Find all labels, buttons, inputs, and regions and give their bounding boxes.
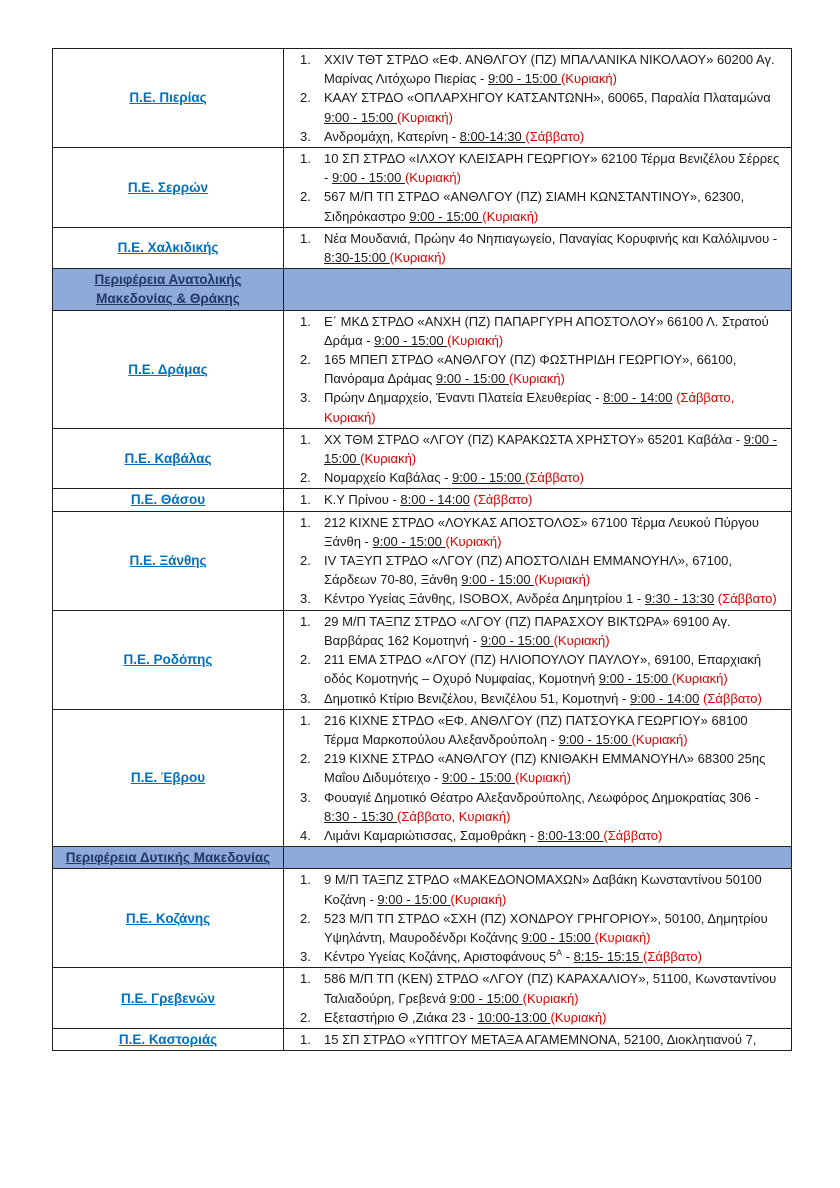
location-text: 211 ΕΜΑ ΣΤΡΔΟ «ΛΓΟΥ (ΠΖ) ΗΛΙΟΠΟΥΛΟΥ ΠΑΥΛΟΥ», 69100, Επαρχιακή οδός Κομοτηνής – Οχυρό Νυμφαίας, Κομοτηνή bbox=[324, 652, 762, 687]
region-row-rodopis bbox=[53, 610, 792, 709]
locations-list bbox=[284, 490, 785, 509]
location-item bbox=[284, 490, 785, 509]
region-link-thasou[interactable]: Π.Ε. Θάσου bbox=[130, 492, 206, 508]
location-text: 586 Μ/Π ΤΠ (ΚΕΝ) ΣΤΡΔΟ «ΛΓΟΥ (ΠΖ) ΚΑΡΑΧΑΛΙΟΥ», 51100, Κωνσταντίνου Ταλιαδούρη, Γρεβενά bbox=[324, 971, 777, 1006]
location-item bbox=[284, 551, 785, 589]
location-item bbox=[284, 650, 785, 688]
location-item bbox=[284, 127, 785, 146]
region-name-cell bbox=[53, 968, 284, 1029]
region-name-cell bbox=[53, 148, 284, 228]
region-name-cell bbox=[53, 428, 284, 489]
locations-list bbox=[284, 229, 785, 267]
day-text: (Σάββατο, Κυριακή) bbox=[324, 390, 735, 425]
region-link-rodopis[interactable]: Π.Ε. Ροδόπης bbox=[123, 652, 213, 668]
region-link-serron[interactable]: Π.Ε. Σερρών bbox=[127, 179, 209, 195]
region-row-evrou bbox=[53, 709, 792, 846]
location-text: 9 Μ/Π ΤΑΞΠΖ ΣΤΡΔΟ «ΜΑΚΕΔΟΝΟΜΑΧΩΝ» Δαβάκη Κωνσταντίνου 50100 Κοζάνη - bbox=[324, 872, 762, 907]
region-row-thasou bbox=[53, 489, 792, 511]
day-text: (Κυριακή) bbox=[404, 170, 461, 186]
locations-cell bbox=[284, 148, 792, 228]
location-item bbox=[284, 187, 785, 225]
hours-text: 9:00 - 15:00 bbox=[461, 572, 535, 588]
region-name-cell bbox=[53, 310, 284, 428]
day-text: (Σάββατο) bbox=[703, 690, 762, 706]
location-item bbox=[284, 788, 785, 826]
locations-list bbox=[284, 870, 785, 966]
location-text: - bbox=[562, 949, 574, 965]
location-text: 567 Μ/Π ΤΠ ΣΤΡΔΟ «ΑΝΘΛΓΟΥ (ΠΖ) ΣΙΑΜΗ ΚΩΝΣΤΑΝΤΙΝΟΥ», 62300, Σιδηρόκαστρο bbox=[324, 189, 745, 224]
locations-list bbox=[284, 50, 785, 146]
day-text: (Κυριακή) bbox=[534, 572, 591, 588]
locations-list bbox=[284, 612, 785, 708]
location-text: Κέντρο Υγείας Κοζάνης, Αριστοφάνους 5 bbox=[324, 949, 557, 965]
locations-cell bbox=[284, 49, 792, 148]
location-text: XXIV ΤΘΤ ΣΤΡΔΟ «ΕΦ. ΑΝΘΛΓΟΥ (ΠΖ) ΜΠΑΛΑΝΙΚΑ ΝΙΚΟΛΑΟΥ» 60200 Αγ. Μαρίνας Λιτόχωρο Πιερίας - bbox=[324, 52, 775, 87]
hours-text: 9:30 - 13:30 bbox=[644, 591, 715, 607]
location-text: 216 ΚΙΧΝΕ ΣΤΡΔΟ «ΕΦ. ΑΝΘΛΓΟΥ (ΠΖ) ΠΑΤΣΟΥΚΑ ΓΕΩΡΓΙΟΥ» 68100 Τέρμα Μαρκοπούλου Αλεξανδρούπολη - bbox=[324, 712, 748, 747]
region-name-cell bbox=[53, 49, 284, 148]
location-text: Νομαρχείο Καβάλας - bbox=[324, 470, 453, 486]
region-group-title: Περιφέρεια Ανατολικής Μακεδονίας & Θράκης bbox=[94, 272, 242, 307]
locations-cell bbox=[284, 869, 792, 968]
location-item bbox=[284, 430, 785, 468]
hours-text: 9:00 - 15:00 bbox=[372, 533, 446, 549]
region-link-kozanis[interactable]: Π.Ε. Κοζάνης bbox=[125, 910, 211, 926]
location-text: Κέντρο Υγείας Ξάνθης, ISOBOX, Ανδρέα Δημητρίου 1 - bbox=[324, 591, 645, 607]
location-text: 165 ΜΠΕΠ ΣΤΡΔΟ «ΑΝΘΛΓΟΥ (ΠΖ) ΦΩΣΤΗΡΙΔΗ ΓΕΩΡΓΙΟΥ», 66100, Πανόραμα Δράμας bbox=[324, 352, 737, 387]
locations-list bbox=[284, 1030, 785, 1049]
day-text: (Κυριακή) bbox=[397, 109, 453, 125]
location-text: Ε΄ ΜΚΔ ΣΤΡΔΟ «ΑΝΧΗ (ΠΖ) ΠΑΠΑΡΓΥΡΗ ΑΠΟΣΤΟΛΟΥ» 66100 Λ. Στρατού Δράμα - bbox=[324, 313, 769, 348]
region-link-grevenon[interactable]: Π.Ε. Γρεβενών bbox=[121, 990, 215, 1006]
location-item bbox=[284, 229, 785, 267]
hours-text: 8:30 - 15:30 bbox=[324, 808, 397, 824]
locations-list bbox=[284, 430, 785, 488]
location-item bbox=[284, 909, 785, 947]
day-text: (Κυριακή) bbox=[550, 1009, 607, 1025]
region-group-title: Περιφέρεια Δυτικής Μακεδονίας bbox=[65, 850, 271, 866]
region-row-pierias bbox=[53, 49, 792, 148]
day-text: (Κυριακή) bbox=[447, 332, 504, 348]
hours-text: 9:00 - 15:00 bbox=[452, 470, 526, 486]
day-text: (Κυριακή) bbox=[522, 990, 579, 1006]
day-text: (Κυριακή) bbox=[553, 632, 610, 648]
location-item bbox=[284, 1008, 785, 1027]
location-item bbox=[284, 969, 785, 1007]
locations-list bbox=[284, 969, 785, 1027]
location-item bbox=[284, 350, 785, 388]
day-text: (Σάββατο) bbox=[603, 827, 663, 843]
region-row-xanthis bbox=[53, 511, 792, 610]
region-name-cell bbox=[53, 227, 284, 268]
location-item bbox=[284, 388, 785, 426]
region-row-kozanis bbox=[53, 869, 792, 968]
region-name-cell bbox=[53, 1028, 284, 1050]
day-text: (Κυριακή) bbox=[445, 533, 502, 549]
hours-text: 8:15- 15:15 bbox=[573, 949, 644, 965]
region-row-grevenon bbox=[53, 968, 792, 1029]
hours-text: 9:00 - 15:00 bbox=[449, 990, 523, 1006]
location-text: 15 ΣΠ ΣΤΡΔΟ «ΥΠΤΓΟΥ ΜΕΤΑΞΑ ΑΓΑΜΕΜΝΟΝΑ, 52100, Διοκλητιανού 7, bbox=[324, 1031, 757, 1047]
region-name-cell bbox=[53, 610, 284, 709]
location-text: IV ΤΑΞΥΠ ΣΤΡΔΟ «ΛΓΟΥ (ΠΖ) ΑΠΟΣΤΟΛΙΔΗ ΕΜΜΑΝΟΥΗΛ», 67100, Σάρδεων 70-80, Ξάνθη bbox=[324, 553, 732, 588]
location-item bbox=[284, 689, 785, 708]
day-text: (Κυριακή) bbox=[515, 770, 571, 786]
location-item bbox=[284, 711, 785, 749]
hours-text: 9:00 - 15:00 bbox=[487, 71, 561, 87]
region-row-serron bbox=[53, 148, 792, 228]
location-item bbox=[284, 749, 785, 787]
location-item bbox=[284, 612, 785, 650]
location-item bbox=[284, 870, 785, 908]
location-text: 219 ΚΙΧΝΕ ΣΤΡΔΟ «ΑΝΘΛΓΟΥ (ΠΖ) ΚΝΙΘΑΚΗ ΕΜΜΑΝΟΥΗΛ» 68300 25ης Μαΐου Διδυμότειχο - bbox=[324, 751, 766, 786]
location-text: 10 ΣΠ ΣΤΡΔΟ «ΙΛΧΟΥ ΚΛΕΙΣΑΡΗ ΓΕΩΡΓΙΟΥ» 62100 Τέρμα Βενιζέλου Σέρρες - bbox=[324, 151, 780, 186]
locations-cell bbox=[284, 511, 792, 610]
location-item bbox=[284, 50, 785, 88]
day-text: (Κυριακή) bbox=[450, 891, 507, 907]
location-item bbox=[284, 513, 785, 551]
location-text: Νέα Μουδανιά, Πρώην 4ο Νηπιαγωγείο, Παναγίας Κορυφινής και Καλόλιμνου - bbox=[324, 230, 778, 246]
region-group-header-row-dytikis-makedonias bbox=[53, 847, 792, 869]
locations-list bbox=[284, 513, 785, 609]
day-text: (Κυριακή) bbox=[560, 71, 617, 87]
region-group-header-cell bbox=[53, 847, 284, 869]
region-link-xanthis[interactable]: Π.Ε. Ξάνθης bbox=[129, 553, 207, 569]
location-text: 29 Μ/Π ΤΑΞΠΖ ΣΤΡΔΟ «ΛΓΟΥ (ΠΖ) ΠΑΡΑΣΧΟΥ ΒΙΚΤΩΡΑ» 69100 Αγ. Βαρβάρας 162 Κομοτηνή - bbox=[324, 613, 731, 648]
locations-list bbox=[284, 711, 785, 845]
hours-text: 9:00 - 15:00 bbox=[435, 371, 509, 387]
hours-text: 9:00 - 15:00 bbox=[377, 891, 451, 907]
region-group-empty-cell bbox=[284, 269, 792, 310]
regions-table-body bbox=[53, 49, 792, 1051]
location-text: Εξεταστήριο Θ ,Ζιάκα 23 - bbox=[324, 1009, 478, 1025]
region-row-kavalas bbox=[53, 428, 792, 489]
locations-cell bbox=[284, 1028, 792, 1050]
hours-text: 8:30-15:00 bbox=[324, 250, 390, 266]
region-group-header-cell bbox=[53, 269, 284, 310]
region-row-chalkidikis bbox=[53, 227, 792, 268]
region-link-kastorias[interactable]: Π.Ε. Καστοριάς bbox=[118, 1031, 218, 1047]
region-link-kavalas[interactable]: Π.Ε. Καβάλας bbox=[124, 451, 212, 467]
hours-text: 8:00-13:00 bbox=[537, 827, 604, 843]
location-text: ΧΧ ΤΘΜ ΣΤΡΔΟ «ΛΓΟΥ (ΠΖ) ΚΑΡΑΚΩΣΤΑ ΧΡΗΣΤΟΥ» 65201 Καβάλα - bbox=[324, 431, 744, 447]
location-text: Κ.Υ Πρίνου - bbox=[324, 492, 401, 508]
region-name-cell bbox=[53, 511, 284, 610]
day-text: (Σάββατο, Κυριακή) bbox=[397, 808, 511, 824]
region-row-dramas bbox=[53, 310, 792, 428]
location-text: Ανδρομάχη, Κατερίνη - bbox=[324, 128, 460, 144]
day-text: (Σάββατο) bbox=[717, 591, 777, 607]
day-text: (Κυριακή) bbox=[508, 371, 565, 387]
day-text: (Κυριακή) bbox=[360, 451, 417, 467]
location-text: Πρώην Δημαρχείο, Έναντι Πλατεία Ελευθερίας - bbox=[324, 390, 604, 406]
location-item bbox=[284, 1030, 785, 1049]
region-row-kastorias bbox=[53, 1028, 792, 1050]
hours-text: 9:00 - 15:00 bbox=[521, 929, 595, 945]
day-text: (Σάββατο) bbox=[473, 492, 533, 508]
region-link-evrou[interactable]: Π.Ε. Έβρου bbox=[130, 770, 206, 786]
locations-cell bbox=[284, 310, 792, 428]
location-item bbox=[284, 826, 785, 845]
day-text: (Κυριακή) bbox=[389, 250, 446, 266]
locations-cell bbox=[284, 227, 792, 268]
hours-text: 9:00 - 15:00 bbox=[324, 109, 397, 125]
location-text: 212 ΚΙΧΝΕ ΣΤΡΔΟ «ΛΟΥΚΑΣ ΑΠΟΣΤΟΛΟΣ» 67100 Τέρμα Λευκού Πύργου Ξάνθη - bbox=[324, 514, 759, 549]
hours-text: 9:00 - 15:00 bbox=[409, 208, 483, 224]
day-text: (Σάββατο) bbox=[525, 470, 584, 486]
hours-text: 9:00 - 15:00 bbox=[374, 332, 448, 348]
day-text: (Κυριακή) bbox=[594, 929, 651, 945]
region-group-header-row-anatolikis-makedonias-thrakis bbox=[53, 269, 792, 310]
location-item bbox=[284, 312, 785, 350]
hours-text: 9:00 - 15:00 bbox=[324, 431, 777, 467]
day-text: (Κυριακή) bbox=[631, 731, 688, 747]
locations-cell bbox=[284, 968, 792, 1029]
hours-text: 10:00-13:00 bbox=[477, 1009, 551, 1025]
hours-text: 9:00 - 15:00 bbox=[331, 170, 405, 186]
region-link-pierias[interactable]: Π.Ε. Πιερίας bbox=[129, 90, 207, 106]
hours-text: 9:00 - 14:00 bbox=[629, 690, 700, 706]
day-text: (Κυριακή) bbox=[671, 671, 728, 687]
region-link-chalkidikis[interactable]: Π.Ε. Χαλκιδικής bbox=[117, 240, 219, 256]
hours-text: 9:00 - 15:00 bbox=[442, 770, 515, 786]
location-text: Φουαγιέ Δημοτικό Θέατρο Αλεξανδρούπολης, Λεωφόρος Δημοκρατίας 306 - bbox=[324, 789, 759, 805]
locations-cell bbox=[284, 489, 792, 511]
hours-text: 8:00-14:30 bbox=[459, 128, 526, 144]
hours-text: 9:00 - 15:00 bbox=[598, 671, 672, 687]
location-text: ΚΑΑΥ ΣΤΡΔΟ «ΟΠΛΑΡΧΗΓΟΥ ΚΑΤΣΑΝΤΩΝΗ», 60065, Παραλία Πλαταμώνα bbox=[324, 90, 771, 106]
location-item bbox=[284, 947, 785, 966]
location-item bbox=[284, 149, 785, 187]
region-name-cell bbox=[53, 869, 284, 968]
hours-text: 9:00 - 15:00 bbox=[558, 731, 632, 747]
vaccination-locations-table bbox=[52, 48, 792, 1051]
day-text: (Κυριακή) bbox=[482, 208, 539, 224]
locations-cell bbox=[284, 709, 792, 846]
locations-cell bbox=[284, 428, 792, 489]
locations-cell bbox=[284, 610, 792, 709]
locations-list bbox=[284, 149, 785, 226]
superscript-text: Α bbox=[556, 947, 563, 958]
locations-list bbox=[284, 312, 785, 427]
hours-text: 8:00 - 14:00 bbox=[603, 390, 673, 406]
hours-text: 9:00 - 15:00 bbox=[480, 632, 554, 648]
location-item bbox=[284, 88, 785, 126]
region-name-cell bbox=[53, 489, 284, 511]
location-text: Δημοτικό Κτίριο Βενιζέλου, Βενιζέλου 51, Κομοτηνή - bbox=[324, 690, 630, 706]
day-text: (Σάββατο) bbox=[643, 949, 702, 965]
region-name-cell bbox=[53, 709, 284, 846]
region-link-dramas[interactable]: Π.Ε. Δράμας bbox=[128, 361, 208, 377]
hours-text: 8:00 - 14:00 bbox=[400, 492, 470, 508]
location-text: Λιμάνι Καμαριώτισσας, Σαμοθράκη - bbox=[324, 827, 538, 843]
location-text: 523 Μ/Π ΤΠ ΣΤΡΔΟ «ΣΧΗ (ΠΖ) ΧΟΝΔΡΟΥ ΓΡΗΓΟΡΙΟΥ», 50100, Δημητρίου Υψηλάντη, Μαυροδένδρι Κοζάνης bbox=[324, 910, 768, 945]
location-item bbox=[284, 589, 785, 608]
region-group-empty-cell bbox=[284, 847, 792, 869]
location-item bbox=[284, 468, 785, 487]
day-text: (Σάββατο) bbox=[525, 128, 585, 144]
